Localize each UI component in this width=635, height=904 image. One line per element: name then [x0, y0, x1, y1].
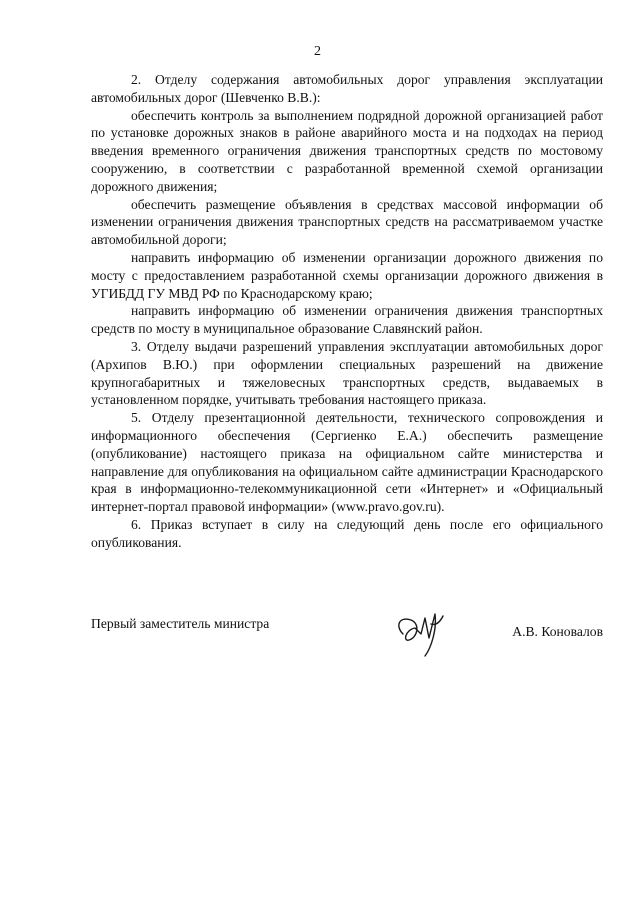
paragraph-2-item-3: направить информацию об изменении организации дорожного движения по мосту с предоставлением разработанной схемы организации дорожного движения в УГИБДД ГУ МВД РФ по Краснодарскому краю; [91, 249, 603, 301]
paragraph-2-item-1: обеспечить контроль за выполнением подрядной дорожной организацией работ по установке дорожных знаков в районе аварийного моста и на подходах на период введения временного ограничения движения транспортных средств по мостовому сооружению, в соответствии с разработанной временной схемой организации дорожного движения; [91, 107, 603, 194]
paragraph-5: 5. Отделу презентационной деятельности, технического сопровождения и информационного обеспечения (Сергиенко Е.А.) обеспечить размещение (опубликование) настоящего приказа на официальном сайте министерства и направление для опубликования на официальном сайте администрации Краснодарского края в информационно-телекоммуникационной сети «Интернет» и «Официальный интернет-портал правовой информации» (www.pravo.gov.ru). [91, 410, 603, 515]
document-body [91, 71, 603, 552]
paragraph-2: 2. Отделу содержания автомобильных дорог управления эксплуатации автомобильных дорог (Шевченко В.В.): [91, 72, 603, 105]
signer-name: А.В. Коновалов [512, 624, 603, 639]
handwritten-signature [391, 604, 451, 662]
paragraph-2-item-4: направить информацию об изменении ограничения движения транспортных средств по мосту в муниципальное образование Славянский район. [91, 303, 603, 337]
signature-block [91, 604, 603, 664]
page-number: 2 [314, 44, 321, 59]
paragraph-6: 6. Приказ вступает в силу на следующий день после его официального опубликования. [91, 516, 603, 550]
paragraph-3: 3. Отделу выдачи разрешений управления эксплуатации автомобильных дорог (Архипов В.Ю.) при оформлении специальных разрешений на движение крупногабаритных и тяжеловесных транспортных средств, выдаваемых в установленном порядке, учитывать требования настоящего приказа. [91, 338, 603, 408]
paragraph-2-item-2: обеспечить размещение объявления в средствах массовой информации об изменении ограничения движения транспортных средств на рассматриваемом участке автомобильной дороги; [91, 196, 603, 248]
signer-title: Первый заместитель министра [91, 616, 270, 631]
